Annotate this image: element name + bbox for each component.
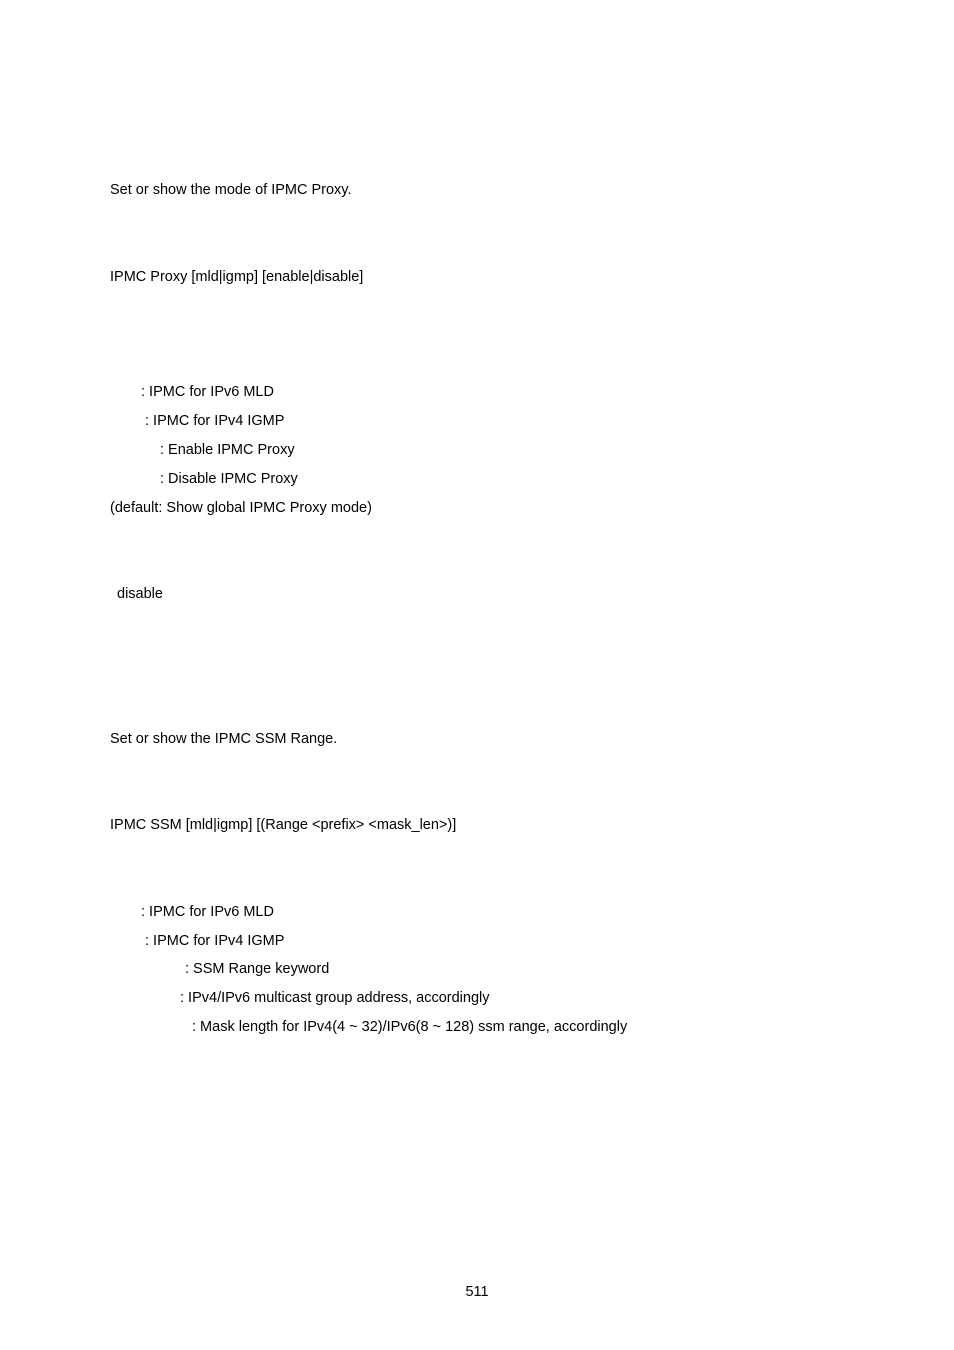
proxy-param-igmp: : IPMC for IPv4 IGMP xyxy=(145,413,285,429)
page-number: 511 xyxy=(465,1284,489,1300)
proxy-description: Set or show the mode of IPMC Proxy. xyxy=(110,182,352,198)
proxy-syntax: IPMC Proxy [mld|igmp] [enable|disable] xyxy=(110,269,364,285)
ssm-param-mask-len: : Mask length for IPv4(4 ~ 32)/IPv6(8 ~ 128) ssm range, accordingly xyxy=(192,1019,628,1035)
proxy-param-default: (default: Show global IPMC Proxy mode) xyxy=(110,500,372,516)
ssm-param-range: : SSM Range keyword xyxy=(185,961,330,977)
proxy-param-mld: : IPMC for IPv6 MLD xyxy=(141,384,274,400)
proxy-param-enable: : Enable IPMC Proxy xyxy=(160,442,295,458)
proxy-param-disable: : Disable IPMC Proxy xyxy=(160,471,298,487)
ssm-syntax: IPMC SSM [mld|igmp] [(Range <prefix> <mask_len>)] xyxy=(110,817,457,833)
proxy-default-value: disable xyxy=(117,586,163,602)
ssm-param-prefix: : IPv4/IPv6 multicast group address, accordingly xyxy=(180,990,490,1006)
ssm-param-mld: : IPMC for IPv6 MLD xyxy=(141,904,274,920)
ssm-description: Set or show the IPMC SSM Range. xyxy=(110,731,338,747)
ssm-param-igmp: : IPMC for IPv4 IGMP xyxy=(145,933,285,949)
